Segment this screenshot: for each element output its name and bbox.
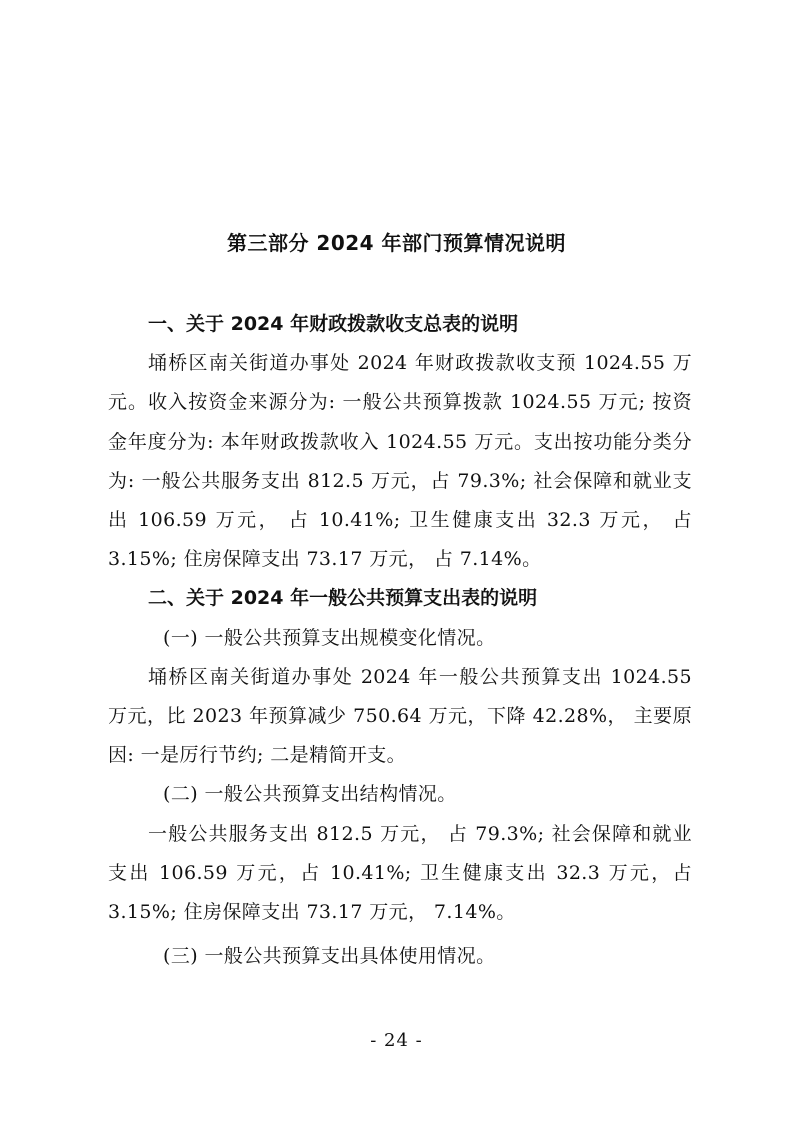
section-heading-2: 二、关于 2024 年一般公共预算支出表的说明: [148, 587, 538, 610]
section-heading-1: 一、关于 2024 年财政拨款收支总表的说明: [148, 313, 519, 335]
subsection-label-3: (三) 一般公共预算支出具体使用情况。: [163, 945, 496, 968]
document-body: [108, 305, 692, 976]
subsection-1-paragraph: 埇桥区南关街道办事处 2024 年一般公共预算支出 1024.55 万元，比 2023 年预算减少 750.64 万元，下降 42.28%， 主要原因: 一是厉行节约; 二是精简开支。: [108, 665, 692, 767]
subsection-label-1: (一) 一般公共预算支出规模变化情况。: [163, 626, 496, 649]
section-1-paragraph: 埇桥区南关街道办事处 2024 年财政拨款收支预 1024.55 万元。收入按资金来源分为: 一般公共预算拨款 1024.55 万元; 按资金年度分为: 本年财政拨款收入 1024.55 万元。支出按功能分类分为: 一般公共服务支出 812.5 万元，占 79.3%; 社会保障和就业支出 106.59 万元， 占 10.41%; 卫生健康支出 32.3 万元， 占 3.15%; 住房保障支出 73.17 万元， 占 7.14%。: [108, 352, 692, 571]
page-number: - 24 -: [370, 1030, 423, 1051]
subsection-label-2: (二) 一般公共预算支出结构情况。: [163, 783, 457, 806]
page-title: 第三部分 2024 年部门预算情况说明: [226, 231, 567, 255]
subsection-2-paragraph: 一般公共服务支出 812.5 万元， 占 79.3%; 社会保障和就业支出 106.59 万元，占 10.41%; 卫生健康支出 32.3 万元，占 3.15%; 住房保障支出 73.17 万元， 7.14%。: [108, 822, 692, 924]
